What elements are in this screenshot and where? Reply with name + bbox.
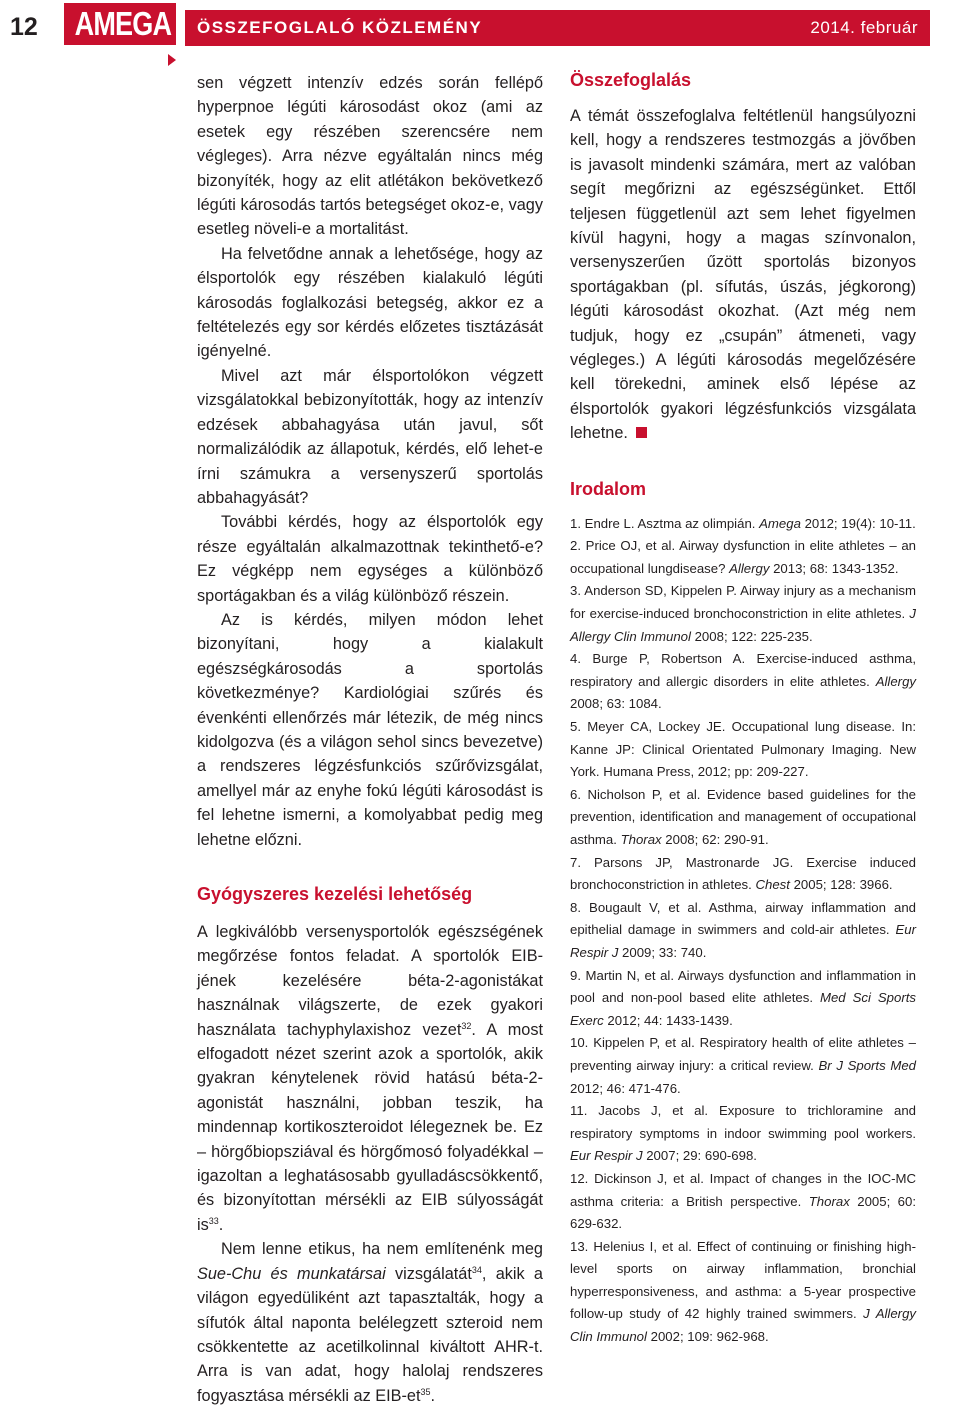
reference-text: 12. Dickinson J, et al. Impact of changes in the IOC-MC asthma criteria: a British perspective. — [570, 1170, 916, 1209]
reference-item — [570, 1236, 916, 1349]
reference-details: 2008; 62: 290-91. — [661, 832, 769, 847]
issue-date: 2014. február — [810, 18, 918, 37]
reference-details: 2002; 109: 962-968. — [646, 1329, 769, 1345]
reference-journal: Thorax — [808, 1193, 850, 1209]
reference-details: 2008; 122: 225-235. — [690, 628, 813, 644]
end-of-article-icon — [636, 427, 647, 438]
reference-details: 2005; 60: 629-632. — [570, 1193, 917, 1232]
reference-journal: J Allergy Clin Immunol — [570, 606, 916, 644]
summary-heading: Összefoglalás — [570, 70, 692, 90]
paragraph-6-text-a: A legkiválóbb versenysportolók egészségének megőrzése fontos feladat. A sportolók EIB-jének kezelésére béta-2-agonistákat használnak világszerte, de ezek gyakori használata tachyphylaxishoz vezet — [197, 923, 543, 1039]
paragraph-7-italic: Sue-Chu és munkatársai — [197, 1264, 386, 1283]
page-number: 12 — [10, 13, 38, 41]
reference-text: 2. Price OJ, et al. Airway dysfunction in elite athletes – an occupational lungdisease? — [570, 538, 916, 576]
reference-item — [570, 784, 916, 852]
reference-item — [570, 1100, 916, 1168]
reference-details: 2012; 44: 1433-1439. — [603, 1012, 733, 1028]
reference-journal: Eur Respir J — [570, 922, 916, 960]
reference-details: 2009; 33: 740. — [618, 944, 707, 960]
reference-journal: Amega — [759, 515, 801, 531]
left-column — [197, 71, 543, 1408]
paragraph-7-text-d: . — [430, 1386, 436, 1405]
reference-item — [570, 648, 916, 716]
citation-35: 35 — [420, 1386, 431, 1397]
reference-item — [570, 897, 916, 965]
reference-details: 2008; 63: 1084. — [570, 696, 662, 712]
summary-text: A témát összefoglalva feltétlenül hangsúlyozni kell, hogy a rendszeres testmozgás a jövőben is javasolt mindenki számára, mert az valóban segít megőrizni az egészségünket. Ettől teljesen függetlenül azt sem lehet figyelmen kívül hagyni, hogy a magas színvonalon, versenyszerűen űzött sportolás bizonyos sportágakban (pl. sífutás, úszás, jégkorong) légúti károsodást okozhat. (Azt még nem tudjuk, hogy ez „csupán” átmeneti, vagy végleges.) A légúti károsodás megelőzésére kell törekedni, aminek első lépése az élsportolók gyakori légzésfunkciós vizsgálata lehetne. — [570, 107, 916, 443]
summary-paragraph — [570, 104, 916, 446]
brand-text: AMEGA — [74, 5, 172, 42]
paragraph-7-text-a: Nem lenne etikus, ha nem említenénk meg — [221, 1240, 543, 1259]
reference-details: 2007; 29: 690-698. — [642, 1148, 757, 1164]
citation-34: 34 — [471, 1264, 482, 1275]
citation-33: 33 — [208, 1215, 219, 1226]
paragraph-6-text-b: . A most elfogadott nézet szerint azok a sportolók, akik gyakran kénytelenek rövid hatású béta-2-agonistát használni, jobban teszik, ha mindennap kortikoszteroidot lélegeznek be. Ez – hörgőbiopsziával és hörgőmosó folyadékkal – igazoltan a leghatásosabb gyulladáscsökkentő, és bizonyítottan mérsékli az EIB súlyosságát is — [197, 1020, 543, 1234]
reference-journal: Eur Respir J — [570, 1148, 643, 1164]
reference-item — [570, 1032, 916, 1100]
reference-text: 10. Kippelen P, et al. Respiratory health of elite athletes – preventing airway injury: a critical review. — [570, 1035, 916, 1073]
paragraph-5: Az is kérdés, milyen módon lehet bizonyítani, hogy a kialakult egészségkárosodás a sportolás következménye? Kardiológiai szűrés és évenkénti ellenőrzés már létezik, de még nincs kidolgozva (és a világon sehol sincs bevezetve) a rendszeres légzésfunkciós szűrővizsgálat, amellyel már az enyhe fokú légúti károsodást is fel lehetne ismerni, a komolyabbat pedig meg lehetne előzni. — [197, 610, 543, 849]
paragraph-7 — [197, 1237, 543, 1408]
paragraph-7-text-b: vizsgálatát — [385, 1264, 472, 1283]
reference-journal: Thorax — [620, 832, 662, 847]
reference-text: 11. Jacobs J, et al. Exposure to trichloramine and respiratory symptoms in indoor swimming pool workers. — [570, 1103, 916, 1141]
section-title: ÖSSZEFOGLALÓ KÖZLEMÉNY — [197, 18, 483, 37]
reference-details: 2012; 19(4): 10-11. — [800, 515, 916, 531]
references-heading: Irodalom — [570, 478, 647, 499]
reference-text: 3. Anderson SD, Kippelen P. Airway injury as a mechanism for exercise-induced bronchoconstriction in elite athletes. — [570, 583, 916, 622]
page-header — [0, 0, 960, 50]
reference-details: 2013; 68: 1343-1352. — [769, 560, 899, 576]
section-heading-medication: Gyógyszeres kezelési lehetőség — [197, 884, 473, 904]
reference-journal: Allergy — [875, 673, 916, 689]
paragraph-4: További kérdés, hogy az élsportolók egy része egyáltalán alkalmazottnak tekinthető-e? Ez végképp nem egységes a különböző sportágakban és a világ különböző részein. — [197, 513, 543, 605]
reference-details: 2012; 46: 471-476. — [570, 1080, 681, 1096]
right-column — [570, 68, 916, 1349]
reference-details: 2005; 128: 3966. — [789, 877, 893, 893]
reference-journal: J Allergy Clin Immunol — [570, 1306, 917, 1345]
reference-item — [570, 852, 916, 897]
reference-text: 4. Burge P, Robertson A. Exercise-induced asthma, respiratory and allergic disorders in elite athletes. — [570, 651, 916, 689]
paragraph-7-text-c: , akik a világon egyedüliként azt tapasztalták, hogy a sífutók által naponta belélegzett szteroid nem csökkentette az acetilkolinnal kiváltott AHR-t. Arra is van adat, hogy halolaj rendszeres fogyasztása mérsékli az EIB-et — [197, 1264, 543, 1405]
reference-text: 13. Helenius I, et al. Effect of continuing or finishing high-level sports on airway inflammation, bronchial hyperresponsiveness, and asthma: a 5-year prospective follow-up study of 42 highly trained swimmers. — [570, 1238, 916, 1322]
reference-journal: Allergy — [729, 560, 770, 576]
reference-item — [570, 580, 916, 648]
reference-journal: Chest — [755, 877, 790, 893]
reference-text: 1. Endre L. Asztma az olimpián. — [570, 515, 760, 531]
paragraph-2: Ha felvetődne annak a lehetősége, hogy az élsportolók egy részében kialakuló légúti károsodás foglalkozási betegség, akkor ez a feltételezés egy sor kérdés előzetes tisztázását igényelné. — [197, 244, 543, 361]
reference-journal: Med Sci Sports Exerc — [570, 990, 916, 1028]
reference-item — [570, 513, 916, 536]
reference-text: 5. Meyer CA, Lockey JE. Occupational lung disease. In: Kanne JP: Clinical Orientated Pulmonary Imaging. New York. Humana Press, 2012; pp: 209-227. — [570, 719, 916, 780]
continuation-arrow-icon — [168, 54, 176, 66]
reference-item — [570, 535, 916, 580]
paragraph-1: sen végzett intenzív edzés során fellépő hyperpnoe légúti károsodást okoz (ami az esetek egy részében szerencsére nem végleges). Arra nézve egyáltalán nincs még bizonyíték, hogy az elit atlétákon bekövetkező légúti károsodás tartós betegséget okoz-e, vagy esetleg növeli-e a mortalitást. — [197, 74, 543, 239]
reference-text: 7. Parsons JP, Mastronarde JG. Exercise induced bronchoconstriction in athletes. — [570, 854, 916, 893]
references-list — [570, 513, 916, 1349]
brand-logo — [64, 3, 176, 45]
reference-item — [570, 965, 916, 1033]
reference-item — [570, 1168, 916, 1236]
reference-text: 9. Martin N, et al. Airways dysfunction and inflammation in pool and non-pool based elite athletes. — [570, 967, 916, 1006]
paragraph-6-text-c: . — [218, 1215, 224, 1234]
reference-journal: Br J Sports Med — [818, 1057, 916, 1073]
citation-32: 32 — [461, 1020, 472, 1031]
paragraph-6 — [197, 920, 543, 1237]
paragraph-3: Mivel azt már élsportolókon végzett vizsgálatokkal bebizonyították, hogy az intenzív edzések abbahagyása után javul, sőt normalizálódik az állapotuk, kérdés, elő lehet-e írni számukra a versenyszerű sportolás abbahagyását? — [197, 366, 543, 507]
reference-text: 6. Nicholson P, et al. Evidence based guidelines for the prevention, identification and management of occupational asthma. — [570, 786, 916, 847]
reference-text: 8. Bougault V, et al. Asthma, airway inflammation and epithelial damage in swimmers and cold-air athletes. — [570, 899, 916, 938]
reference-item — [570, 716, 916, 784]
section-band — [185, 10, 930, 46]
